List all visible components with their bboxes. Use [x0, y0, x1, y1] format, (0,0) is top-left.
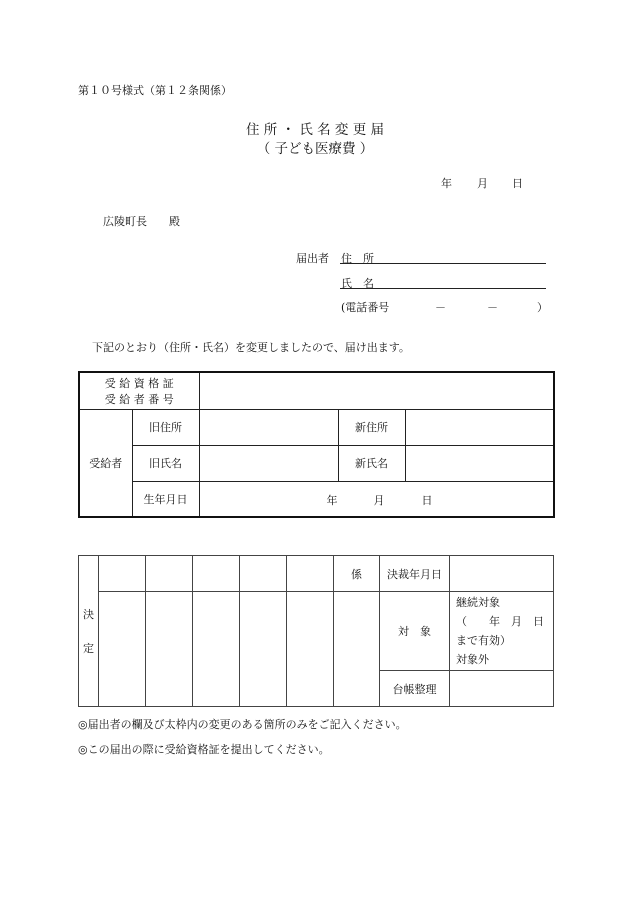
- date-year: 年: [441, 177, 452, 190]
- note-1: ◎届出者の欄及び太枠内の変更のある箇所のみをご記入ください。: [78, 718, 407, 731]
- stamp-cell[interactable]: [99, 592, 146, 707]
- side-char-2: 定: [83, 642, 94, 655]
- ledger-label: 台帳整理: [380, 671, 450, 707]
- cert-number-label: [79, 372, 199, 409]
- target-option-continue: 継続対象: [456, 596, 500, 609]
- kakari-label: 係: [334, 556, 380, 592]
- new-name-field[interactable]: [405, 445, 554, 481]
- old-address-label: 旧住所: [132, 409, 199, 445]
- decision-date-label: 決裁年月日: [380, 556, 450, 592]
- stamp-cell[interactable]: [193, 592, 240, 707]
- table-row: [79, 481, 554, 517]
- date-day: 日: [512, 177, 523, 190]
- decision-date-field[interactable]: [450, 556, 554, 592]
- date-month: 月: [477, 177, 488, 190]
- table-row: [79, 445, 554, 481]
- stamp-cell[interactable]: [334, 592, 380, 707]
- cert-label-line-1: 受 給 資 格 証: [104, 376, 174, 390]
- decision-side-label: [79, 556, 99, 707]
- recipient-label: 受給者: [79, 409, 132, 517]
- table-row: [79, 592, 554, 671]
- table-row: [79, 372, 554, 409]
- ledger-field[interactable]: [450, 671, 554, 707]
- applicant-label: 届出者: [296, 252, 329, 265]
- old-name-label: 旧氏名: [132, 445, 199, 481]
- name-underline: [340, 288, 546, 289]
- dob-label: 生年月日: [132, 481, 199, 517]
- new-name-label: 新氏名: [338, 445, 405, 481]
- stamp-cell[interactable]: [240, 592, 287, 707]
- decision-table: [78, 555, 554, 707]
- stamp-cell[interactable]: [193, 556, 240, 592]
- intro-text: 下記のとおり（住所・氏名）を変更しましたので、届け出ます。: [92, 341, 410, 354]
- note-2: ◎この届出の際に受給資格証を提出してください。: [78, 743, 330, 756]
- form-subtitle: （ 子ども医療費 ）: [256, 141, 374, 157]
- old-name-field[interactable]: [199, 445, 338, 481]
- applicant-name-label: 氏 名: [341, 277, 374, 290]
- target-options[interactable]: [450, 592, 554, 671]
- target-option-valid-until: （ 年 月 日まで有効）: [456, 615, 544, 647]
- applicant-address-label: 住 所: [341, 252, 374, 265]
- stamp-cell[interactable]: [146, 592, 193, 707]
- dob-year: 年: [326, 493, 338, 507]
- phone-dash-1: －: [435, 301, 446, 314]
- stamp-cell[interactable]: [240, 556, 287, 592]
- applicant-phone-label: (電話番号: [341, 301, 390, 314]
- stamp-cell[interactable]: [99, 556, 146, 592]
- new-address-field[interactable]: [405, 409, 554, 445]
- old-address-field[interactable]: [199, 409, 338, 445]
- table-row: [79, 556, 554, 592]
- form-title: 住 所 ・ 氏 名 変 更 届: [245, 122, 385, 138]
- table-row: [79, 409, 554, 445]
- phone-close: ）: [537, 301, 548, 314]
- dob-month: 月: [373, 493, 385, 507]
- cert-label-line-2: 受 給 者 番 号: [104, 392, 174, 406]
- new-address-label: 新住所: [338, 409, 405, 445]
- stamp-cell[interactable]: [287, 556, 334, 592]
- form-number: 第１０号様式（第１２条関係）: [78, 84, 232, 97]
- addressee: 広陵町長 殿: [103, 215, 180, 228]
- side-char-1: 決: [83, 608, 94, 621]
- main-table: [78, 371, 555, 518]
- address-underline: [340, 263, 546, 264]
- target-label: 対 象: [380, 592, 450, 671]
- dob-day: 日: [421, 493, 433, 507]
- target-option-excluded: 対象外: [456, 653, 489, 666]
- phone-dash-2: －: [487, 301, 498, 314]
- cert-number-field[interactable]: [199, 372, 554, 409]
- dob-field[interactable]: [199, 481, 554, 517]
- stamp-cell[interactable]: [287, 592, 334, 707]
- stamp-cell[interactable]: [146, 556, 193, 592]
